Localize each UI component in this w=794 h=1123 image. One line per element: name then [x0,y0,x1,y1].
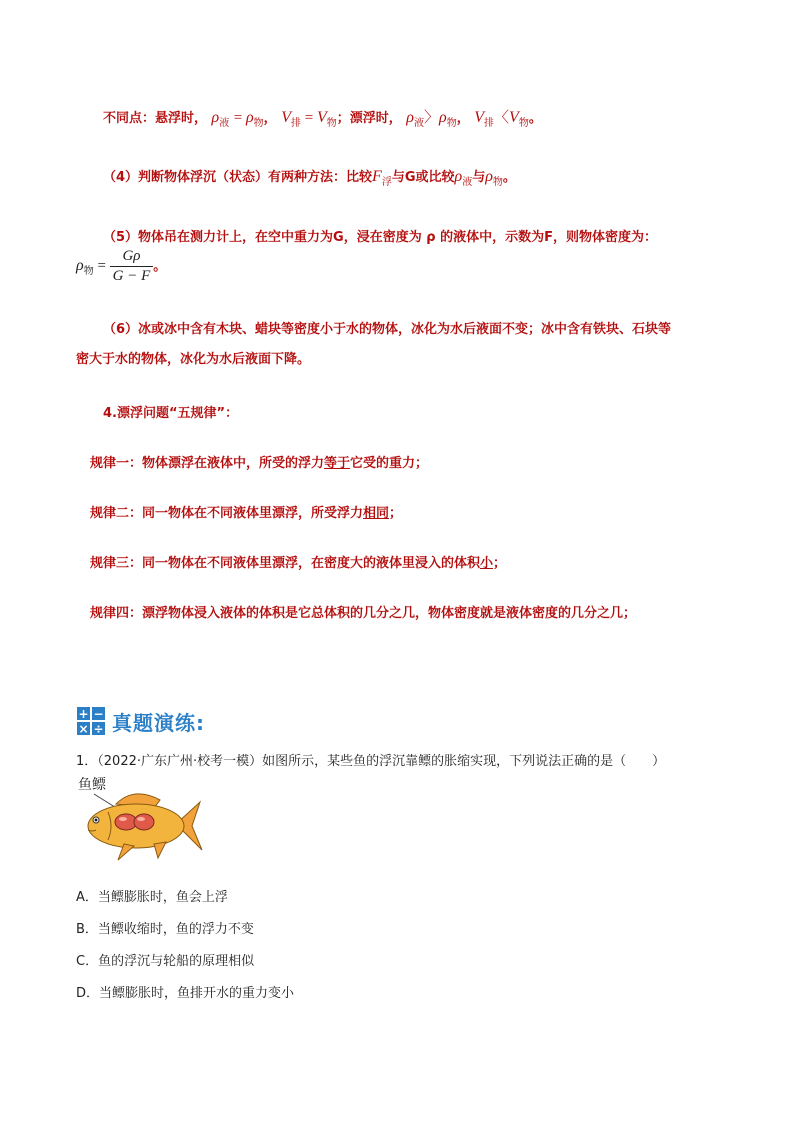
icon-divide: ÷ [93,722,104,736]
math-eq: = [233,110,246,126]
icon-plus: + [78,707,89,721]
question-stem: 1．（2022·广东广州·校考一模）如图所示，某些鱼的浮沉靠鳔的胀缩实现，下列说法正确的是（ ） [76,754,666,769]
text: 不同点：悬浮时， [103,111,208,126]
text: 规律一：物体漂浮在液体中，所受的浮力 [90,456,325,471]
math-f: F [372,168,382,185]
text: ； [389,506,403,521]
sub: 排 [484,118,495,129]
fraction [110,248,154,285]
math-eq: = [93,258,110,274]
math-rho: ρ [485,168,493,185]
math-lt: 〈 [494,110,510,126]
rule-2 [90,502,402,521]
math-eq: = [301,110,317,126]
rule-3 [90,552,506,571]
math-rho: ρ [454,168,463,185]
sub: 浮 [381,177,392,188]
option-d: D．当鳔膨胀时，鱼排开水的重力变小 [76,986,295,1001]
fish-figure [74,774,204,866]
sub: 物 [253,118,264,129]
icon-minus: − [93,707,104,721]
math-rho: ρ [76,257,84,274]
math-v: V [509,109,519,126]
sub: 物 [326,118,337,129]
sub: 液 [462,177,473,188]
figure-label: 鱼鳔 [78,777,106,793]
rule-4: 规律四：漂浮物体浸入液体的体积是它总体积的几分之几，物体密度就是液体密度的几分之几； [90,606,637,621]
section-header [76,706,205,736]
math-rho: ρ [406,109,414,126]
math-rho: ρ [245,109,254,126]
underlined-term: 等于 [324,456,351,471]
option-b: B．当鳔收缩时，鱼的浮力不变 [76,922,254,937]
line-difference [103,106,542,129]
sub: 液 [413,118,424,129]
text: 它受的重力； [350,456,429,471]
fraction-numerator: Gρ [110,248,154,267]
math-v: V [316,109,327,126]
line-ice-1: （6）冰或冰中含有木块、蜡块等密度小于水的物体，冰化为水后液面不变；冰中含有铁块、石块等 [103,322,672,337]
underlined-term: 小 [480,556,494,571]
text: 与 [472,170,486,185]
fish-illustration [74,774,204,866]
math-operators-icon-graphic [76,706,106,736]
math-rho: ρ [211,109,220,126]
text: ； [493,556,507,571]
text: 。 [153,259,167,274]
text: ；漂浮时， [336,111,402,126]
option-a: A．当鳔膨胀时，鱼会上浮 [76,890,228,905]
text: 与G或比较 [391,170,455,185]
text: （4）判断物体浮沉（状态）有两种方法：比较 [103,170,373,185]
math-rho: ρ [439,109,447,126]
sub: 排 [291,118,301,129]
icon-times: × [78,722,89,736]
line-method [103,166,516,188]
sub: 物 [446,118,457,129]
underlined-term: 相同 [363,506,390,521]
section-title: 真题演练: [112,710,205,735]
math-v: V [281,109,291,126]
line-float-rules-heading: 4.漂浮问题“五规律”： [103,406,239,421]
sub: 物 [518,118,529,129]
math-v: V [474,109,485,126]
math-operators-icon [76,706,106,736]
sub: 物 [492,177,503,188]
line-density-measure: （5）物体吊在测力计上，在空中重力为G，浸在密度为 ρ 的液体中，示数为F，则物体密度为： [103,230,657,245]
text: ， [263,111,277,126]
rule-1 [90,452,428,471]
sub: 物 [83,266,94,277]
text: 。 [528,111,542,126]
sub: 液 [219,118,230,129]
math-gt: 〉 [423,110,439,126]
text: ， [456,111,470,126]
line-ice-2: 密大于水的物体，冰化为水后液面下降。 [76,352,311,367]
text: 规律三：同一物体在不同液体里漂浮，在密度大的液体里浸入的体积 [90,556,481,571]
text: 规律二：同一物体在不同液体里漂浮，所受浮力 [90,506,364,521]
text: 。 [502,170,516,185]
fraction-denominator: G − F [112,268,151,284]
density-formula [76,248,166,285]
option-c: C．鱼的浮沉与轮船的原理相似 [76,954,255,969]
